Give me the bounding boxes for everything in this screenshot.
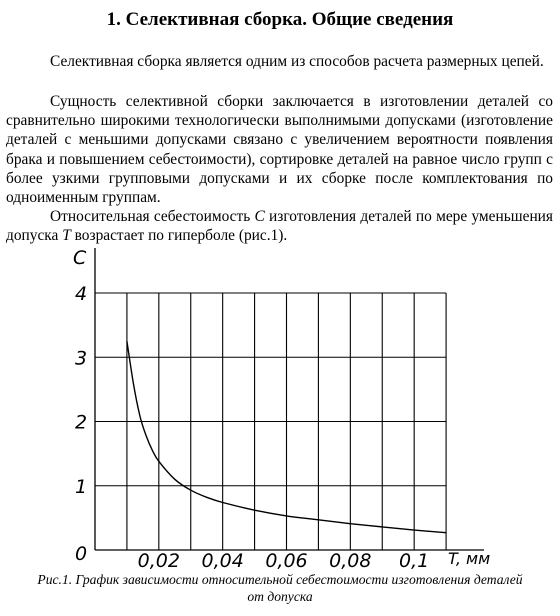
x-tick-label: 0,08 [329,550,372,570]
paragraph-cost-text-3: возрастает по гиперболе (рис.1). [70,227,288,245]
variable-t: T [62,227,71,245]
caption-line-2: от допуска [247,589,313,604]
cost-tolerance-chart [0,238,560,570]
paragraph-cost-text-1: Относительная себестоимость [50,208,255,225]
x-tick-label: 0,02 [137,550,180,570]
paragraph-intro: Селективная сборка является одним из способов расчета размерных цепей. [50,53,544,70]
section-heading: 1. Селективная сборка. Общие сведения [106,9,454,30]
paragraph-cost-text-2: изготовления деталей по мере уменьшения допуска [6,208,553,245]
origin-label: 0 [75,543,88,565]
y-tick-label: 3 [75,347,88,370]
y-axis-label: C [73,247,87,269]
x-tick-label: 0,1 [399,550,430,570]
variable-c: C [254,208,265,225]
y-tick-label: 4 [75,283,88,305]
chart-grid [95,293,446,550]
figure-caption [0,571,560,605]
caption-line-1: Рис.1. График зависимости относительной себестоимости изготовления деталей [37,572,523,587]
x-axis-label: T, мм [448,549,491,568]
x-tick-label: 0,06 [265,550,308,570]
x-tick-label: 0,04 [201,550,244,570]
y-tick-label: 2 [75,411,88,434]
paragraph-essence: Сущность селективной сборки заключается в изготовлении деталей со сравнительно широкими технологически выполнимыми допусками (изготовление деталей с меньшими допусками связано с увеличением вероятности появления брака и повышением себестоимости), сортировке деталей на равное число групп с более узкими групповыми допусками и их сборке после комплектования по одноименным группам. [6,93,553,207]
y-tick-label: 1 [75,475,88,498]
